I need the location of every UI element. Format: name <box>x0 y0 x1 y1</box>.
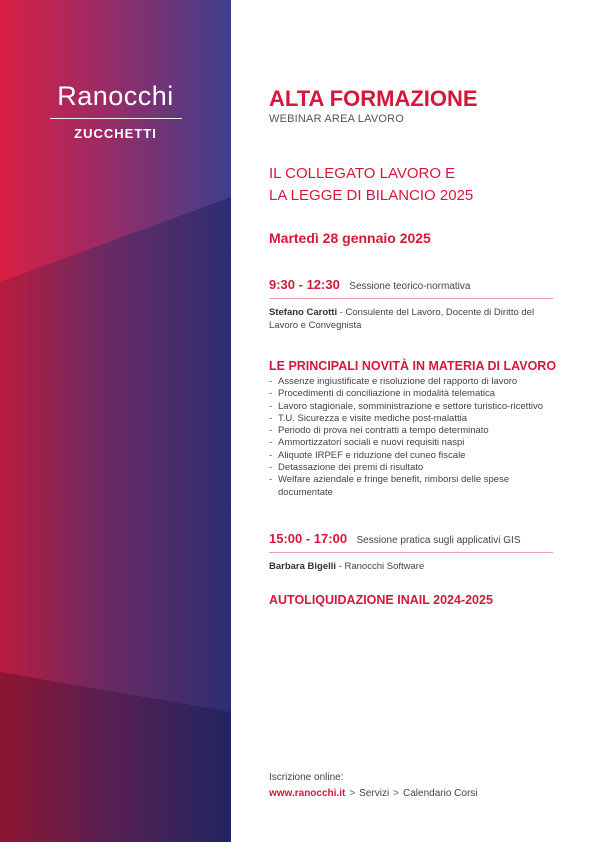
course-date: Martedì 28 gennaio 2025 <box>269 230 431 246</box>
session1-speaker-role: - Consulente del Lavoro, Docente di Diritto del Lavoro e Convegnista <box>269 307 535 331</box>
footer-breadcrumb <box>269 786 478 802</box>
breadcrumb-calendario-corsi[interactable]: Calendario Corsi <box>403 788 478 799</box>
list-item: - Detassazione dei premi di risultato <box>269 462 424 474</box>
list-item: - Assenze ingiustificate e risoluzione del rapporto di lavoro <box>269 376 518 387</box>
breadcrumb-separator: > <box>393 788 400 799</box>
footer-label: Iscrizione online: <box>269 772 344 783</box>
session2-speaker-role: - Ranocchi Software <box>336 561 425 572</box>
list-item: - Lavoro stagionale, somministrazione e settore turistico-ricettivo <box>269 400 544 412</box>
list-item: - Aliquote IRPEF e riduzione del cuneo fiscale <box>269 449 466 461</box>
brand-logo-text: Ranocchi <box>57 81 174 111</box>
brand-logo <box>0 80 231 141</box>
list-item: - T.U. Sicurezza e visite mediche post-malattia <box>269 412 468 424</box>
course-title-line1: IL COLLEGATO LAVORO E <box>269 165 456 182</box>
session2-header <box>269 530 553 553</box>
session2-topic-title: AUTOLIQUIDAZIONE INAIL 2024-2025 <box>269 593 493 607</box>
brand-logo-divider <box>50 118 182 119</box>
session2-description: Sessione pratica sugli applicativi GIS <box>356 535 521 546</box>
session1-header <box>269 276 553 299</box>
session1-description: Sessione teorico-normativa <box>349 281 471 292</box>
list-item: - Ammortizzatori sociali e nuovi requisiti naspi <box>269 437 465 449</box>
session1-speaker <box>269 306 559 332</box>
page-title: ALTA FORMAZIONE <box>269 86 478 111</box>
list-item: - Welfare aziendale e fringe benefit, rimborsi delle spese documentate <box>269 474 510 498</box>
session2-time: 15:00 - 17:00 <box>269 531 348 546</box>
list-item: - Periodo di prova nei contratti a tempo determinato <box>269 425 489 437</box>
session1-topics-list <box>269 376 569 499</box>
session1-topics-title: LE PRINCIPALI NOVITÀ IN MATERIA DI LAVORO <box>269 359 557 373</box>
session2-speaker-name: Barbara Bigelli <box>269 561 337 572</box>
course-title-line2: LA LEGGE DI BILANCIO 2025 <box>269 187 474 204</box>
footer <box>269 770 478 802</box>
page-subtitle: WEBINAR AREA LAVORO <box>269 113 405 125</box>
breadcrumb-separator: > <box>349 788 356 799</box>
session1-speaker-name: Stefano Carotti <box>269 307 338 318</box>
list-item: - Procedimenti di conciliazione in modalità telematica <box>269 388 496 400</box>
website-link[interactable]: www.ranocchi.it <box>269 788 346 799</box>
brand-logo-subtext: ZUCCHETTI <box>74 126 157 141</box>
session2-speaker <box>269 560 559 573</box>
breadcrumb-servizi[interactable]: Servizi <box>359 788 390 799</box>
session1-time: 9:30 - 12:30 <box>269 277 340 292</box>
decorative-side-panel <box>0 0 231 842</box>
course-title <box>269 163 473 207</box>
